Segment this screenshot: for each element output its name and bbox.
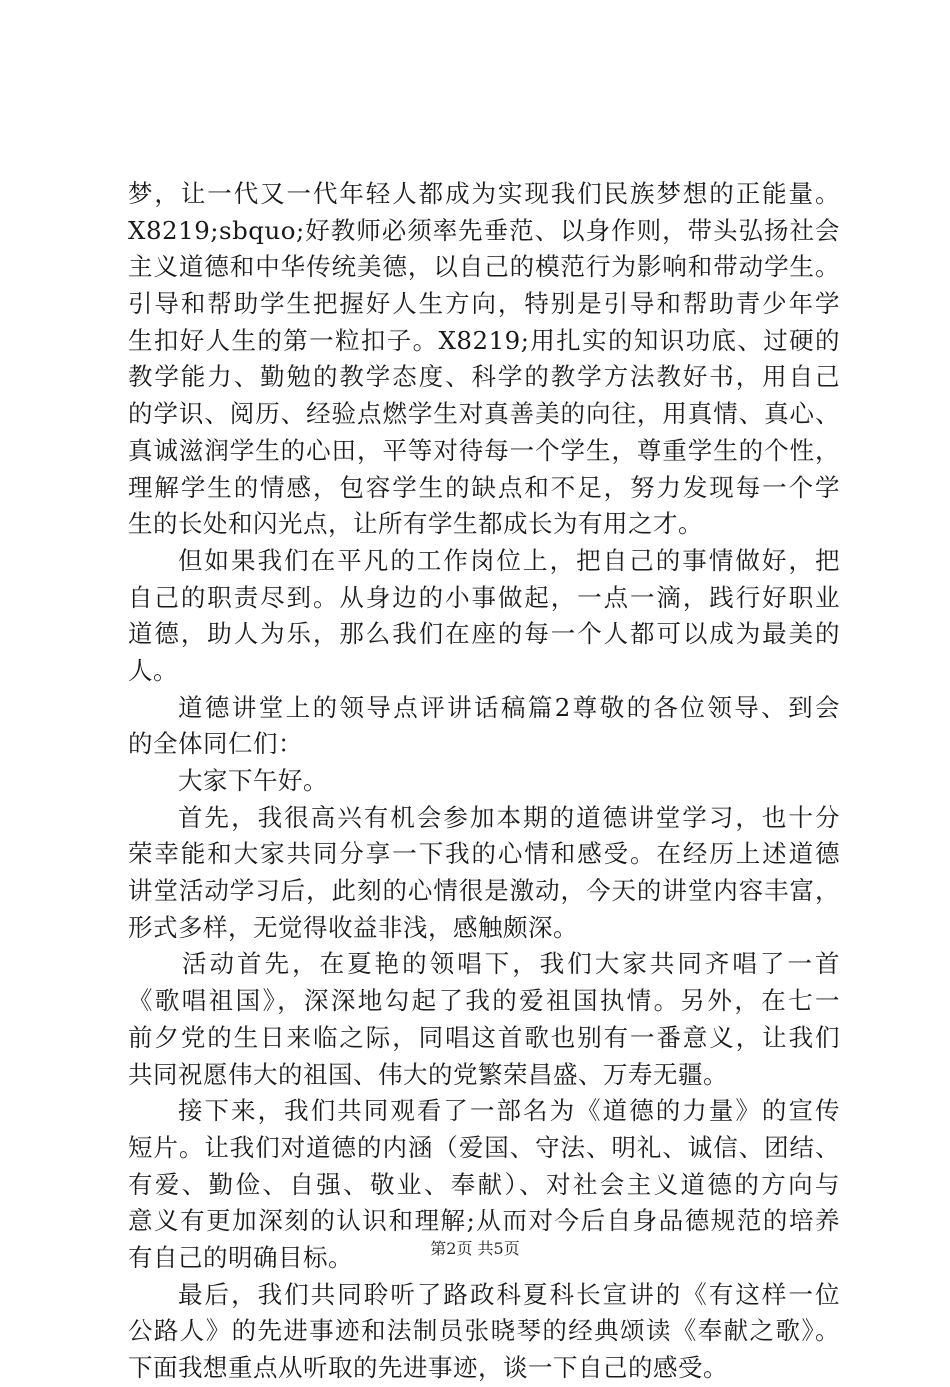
text-line: 大家下午好。 <box>178 766 328 795</box>
document-body <box>128 176 840 1387</box>
text-line: 生的长处和闪光点，让所有学生都成长为有用之才。 <box>128 509 703 539</box>
text-line: 讲堂活动学习后，此刻的心情很是激动，今天的讲堂内容丰富， <box>128 876 840 906</box>
page-footer <box>0 1238 950 1260</box>
text-line: 有自己的明确目标。 <box>128 1242 353 1272</box>
text-line: 主义道德和中华传统美德，以自己的模范行为影响和带动学生。 <box>128 252 840 282</box>
text-line: 真诚滋润学生的心田，平等对待每一个学生，尊重学生的个性， <box>128 435 840 465</box>
text-line: 最后，我们共同聆听了路政科夏科长宣讲的《有这样一位 <box>178 1279 840 1309</box>
text-line: 短片。让我们对道德的内涵（爱国、守法、明礼、诚信、团结、 <box>128 1132 840 1162</box>
text-line: 意义有更加深刻的认识和理解;从而对今后自身品德规范的培养 <box>128 1206 840 1236</box>
text-line: 教学能力、勤勉的教学态度、科学的教学方法教好书，用自己 <box>128 362 840 392</box>
text-line: 但如果我们在平凡的工作岗位上，把自己的事情做好，把 <box>178 545 840 575</box>
text-line: 首先，我很高兴有机会参加本期的道德讲堂学习，也十分 <box>178 802 840 832</box>
text-line: 梦，让一代又一代年轻人都成为实现我们民族梦想的正能量。 <box>128 179 840 208</box>
text-line: 有爱、勤俭、自强、敬业、奉献）、对社会主义道德的方向与 <box>128 1169 840 1199</box>
text-line: 的全体同仁们： <box>128 729 303 759</box>
text-line: 《歌唱祖国》，深深地勾起了我的爱祖国执情。另外，在七一 <box>128 986 840 1016</box>
text-line: 理解学生的情感，包容学生的缺点和不足，努力发现每一个学 <box>128 472 840 502</box>
text-line: 前夕党的生日来临之际，同唱这首歌也别有一番意义，让我们 <box>128 1022 840 1052</box>
text-line: X8219;sbquo;好教师必须率先垂范、以身作则，带头弘扬社会 <box>128 215 840 245</box>
text-line: 人。 <box>128 655 178 685</box>
text-line: 道德，助人为乐，那么我们在座的每一个人都可以成为最美的 <box>128 619 840 649</box>
text-line: 道德讲堂上的领导点评讲话稿篇2尊敬的各位领导、到会 <box>178 692 840 722</box>
text-line: 生扣好人生的第一粒扣子。X8219;用扎实的知识功底、过硬的 <box>128 325 840 355</box>
text-line: 公路人》的先进事迹和法制员张晓琴的经典颂读《奉献之歌》。 <box>128 1316 840 1346</box>
text-line: 自己的职责尽到。从身边的小事做起，一点一滴，践行好职业 <box>128 582 840 612</box>
text-line: 下面我想重点从听取的先进事迹，谈一下自己的感受。 <box>128 1353 728 1382</box>
text-line: 共同祝愿伟大的祖国、伟大的党繁荣昌盛、万寿无疆。 <box>128 1059 728 1089</box>
text-line: 接下来，我们共同观看了一部名为《道德的力量》的宣传 <box>178 1096 840 1126</box>
text-line: 引导和帮助学生把握好人生方向，特别是引导和帮助青少年学 <box>128 289 840 319</box>
text-line: 的学识、阅历、经验点燃学生对真善美的向往，用真情、真心、 <box>128 399 840 429</box>
text-line: 荣幸能和大家共同分享一下我的心情和感受。在经历上述道德 <box>128 839 840 869</box>
text-line: 活动首先，在夏艳的领唱下，我们大家共同齐唱了一首 <box>182 949 840 979</box>
page-number: 第2页 共5页 <box>430 1239 520 1258</box>
text-line: 形式多样，无觉得收益非浅，感触颇深。 <box>128 912 578 942</box>
